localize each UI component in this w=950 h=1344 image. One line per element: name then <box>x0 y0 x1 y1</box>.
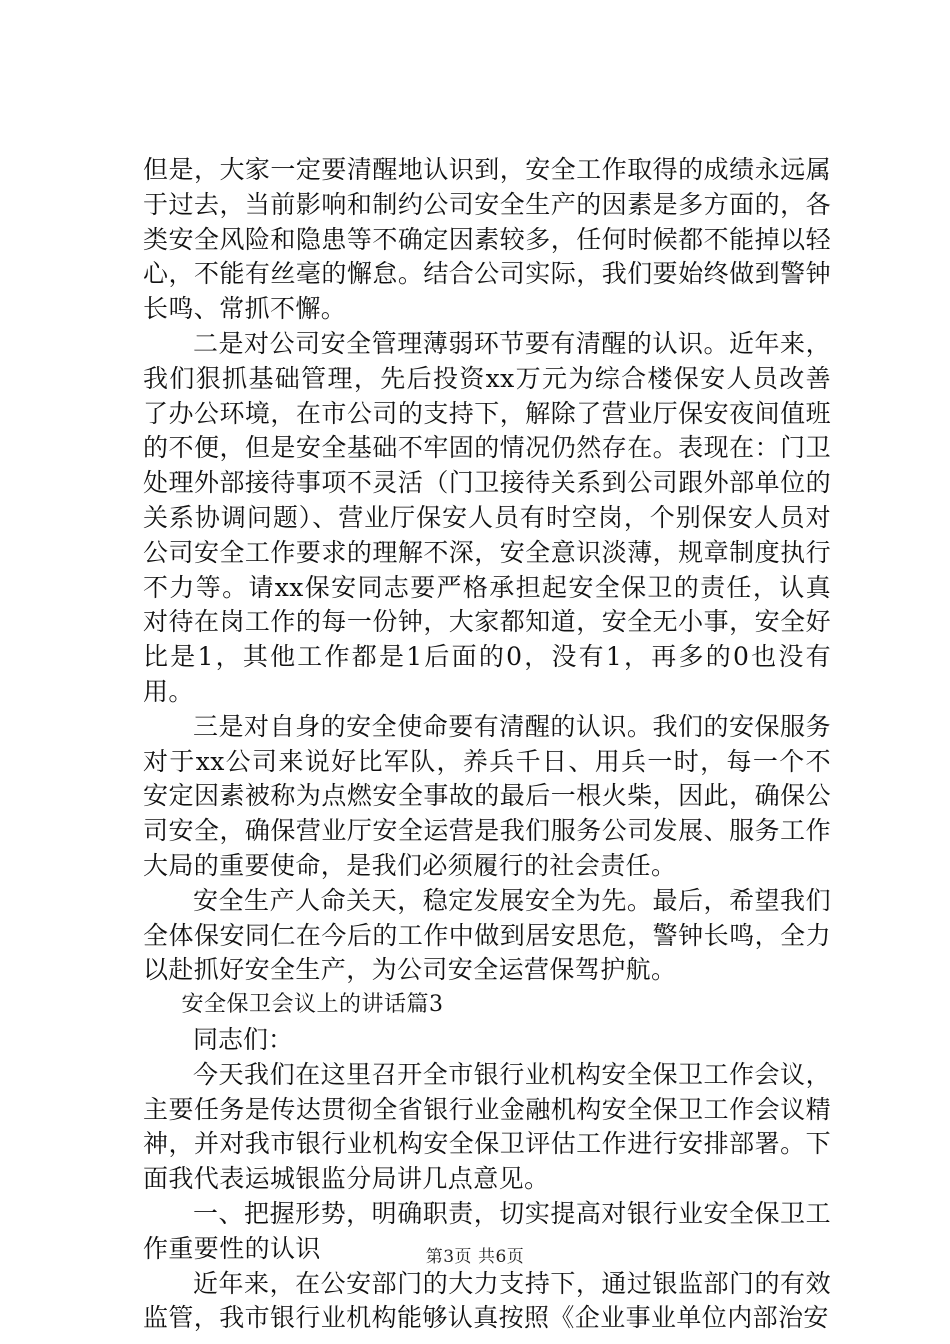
paragraph-meeting-intro: 今天我们在这里召开全市银行业机构安全保卫工作会议，主要任务是传达贯彻全省银行业金融机构安全保卫工作会议精神，并对我市银行业机构安全保卫评估工作进行安排部署。下面我代表运城银监分局讲几点意见。 <box>143 1059 831 1194</box>
paragraph-point-three: 三是对自身的安全使命要有清醒的认识。我们的安保服务对于xx公司来说好比军队，养兵千日、用兵一时，每一个不安定因素被称为点燃安全事故的最后一根火柴，因此，确保公司安全，确保营业厅安全运营是我们服务公司发展、服务工作大局的重要使命，是我们必须履行的社会责任。 <box>143 711 831 880</box>
section-heading: 安全保卫会议上的讲话篇3 <box>181 992 444 1018</box>
document-body <box>143 153 831 1336</box>
paragraph-continuation: 但是，大家一定要清醒地认识到，安全工作取得的成绩永远属于过去，当前影响和制约公司安全生产的因素是多方面的，各类安全风险和隐患等不确定因素较多，任何时候都不能掉以轻心，不能有丝毫的懈怠。结合公司实际，我们要始终做到警钟长鸣、常抓不懈。 <box>143 155 831 324</box>
paragraph-recent-years: 近年来，在公安部门的大力支持下，通过银监部门的有效监管，我市银行业机构能够认真按照《企业事业单位内部治安 <box>143 1268 831 1333</box>
salutation: 同志们： <box>193 1024 294 1054</box>
paragraph-point-two: 二是对公司安全管理薄弱环节要有清醒的认识。近年来，我们狠抓基础管理，先后投资xx万元为综合楼保安人员改善了办公环境，在市公司的支持下，解除了营业厅保安夜间值班的不便，但是安全基础不牢固的情况仍然存在。表现在：门卫处理外部接待事项不灵活（门卫接待关系到公司跟外部单位的关系协调问题）、营业厅保安人员有时空岗，个别保安人员对公司安全工作要求的理解不深，安全意识淡薄，规章制度执行不力等。请xx保安同志要严格承担起安全保卫的责任，认真对待在岗工作的每一份钟，大家都知道，安全无小事，安全好比是1，其他工作都是1后面的0，没有1，再多的0也没有用。 <box>143 328 831 706</box>
paragraph-closing: 安全生产人命关天，稳定发展安全为先。最后，希望我们全体保安同仁在今后的工作中做到居安思危，警钟长鸣，全力以赴抓好安全生产，为公司安全运营保驾护航。 <box>143 885 831 985</box>
page-number-footer: 第3页 共6页 <box>425 1247 525 1267</box>
paragraph-subheading-one: 一、把握形势，明确职责，切实提高对银行业安全保卫工作重要性的认识 <box>143 1198 831 1263</box>
